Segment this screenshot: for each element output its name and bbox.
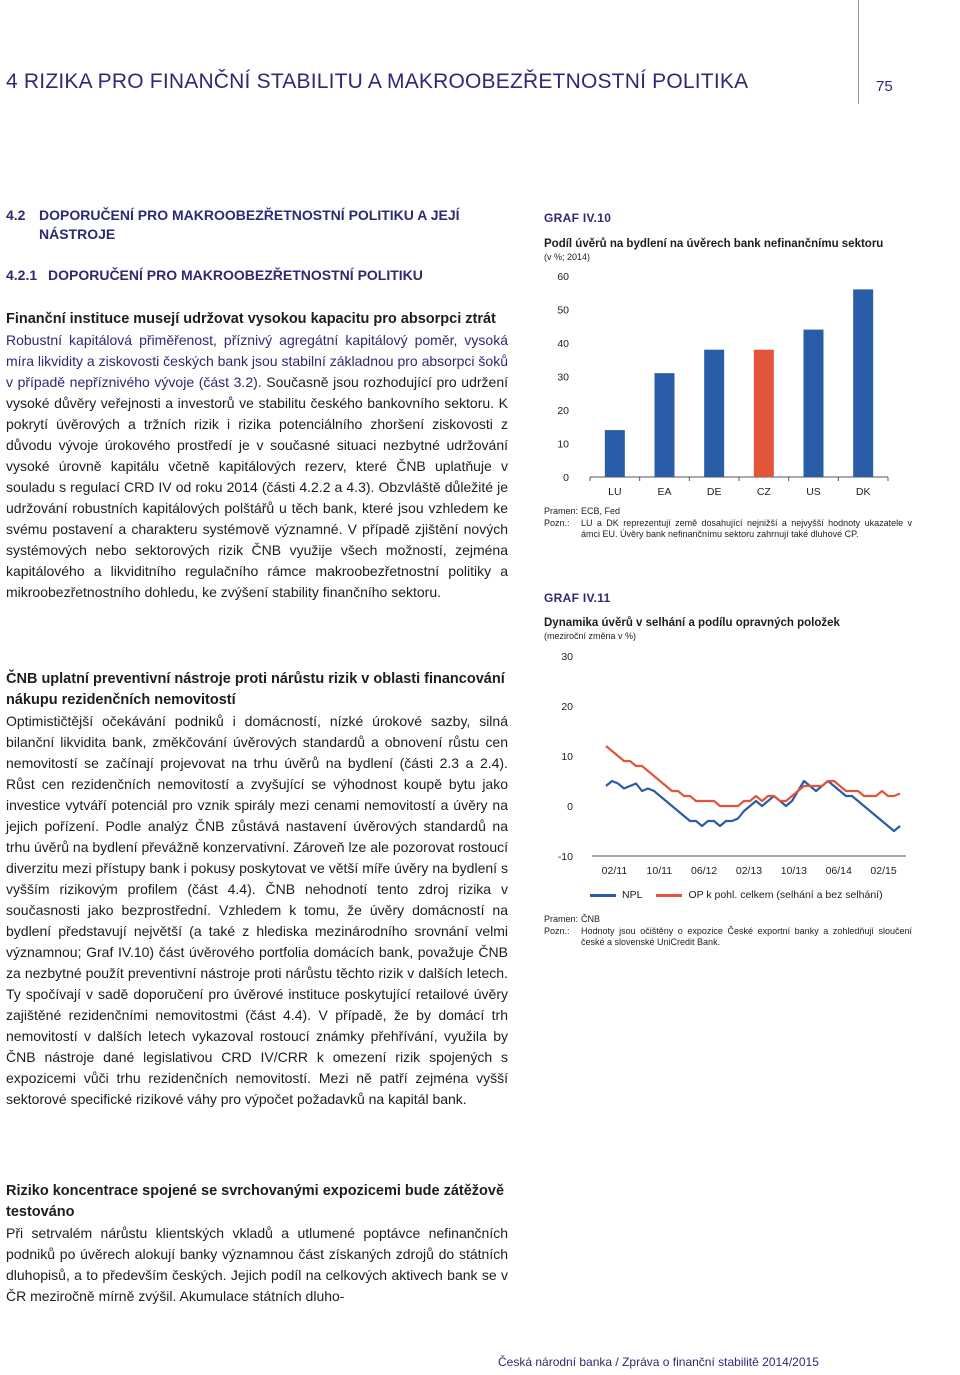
section-title: DOPORUČENÍ PRO MAKROOBEZŘETNOSTNÍ POLITIKU A JEJÍ — [39, 207, 460, 223]
y-tick-label: 20 — [561, 701, 573, 713]
x-tick-label: 02/15 — [870, 865, 897, 877]
note-key: Pozn.: — [544, 517, 570, 528]
note-key: Pozn.: — [544, 925, 570, 936]
y-tick-label: 0 — [567, 801, 573, 813]
source-key: Pramen: — [544, 914, 579, 924]
x-tick-label: 10/13 — [780, 865, 807, 877]
x-tick-label: 02/13 — [735, 865, 763, 877]
x-tick-label: DE — [706, 486, 722, 498]
x-tick-label: 06/14 — [825, 865, 852, 877]
x-tick-label: EA — [657, 486, 672, 498]
legend-label: OP k pohl. celkem (selhání a bez selhání) — [688, 889, 883, 901]
page-number: 75 — [876, 78, 893, 95]
y-tick-label: 40 — [557, 338, 569, 350]
chart-subtitle: (v %; 2014) — [544, 252, 591, 262]
chart-title: Podíl úvěrů na bydlení na úvěrech bank nefinančnímu sektoru — [544, 238, 884, 250]
chart-legend — [590, 889, 897, 901]
y-tick-label: 60 — [557, 271, 569, 283]
x-tick-label: LU — [608, 486, 622, 498]
legend-item-op — [656, 889, 882, 901]
section-number: 4.2.1 — [6, 267, 38, 283]
x-tick-label: US — [806, 486, 821, 498]
y-tick-label: 10 — [557, 438, 569, 451]
section-number: 4.2 — [6, 207, 26, 223]
legend-item-npl — [590, 889, 642, 901]
chapter-title: 4 RIZIKA PRO FINANČNÍ STABILITU A MAKROOBEZŘETNOSTNÍ POLITIKA — [6, 70, 749, 93]
source-key: Pramen: — [544, 506, 579, 516]
legend-swatch — [590, 894, 616, 897]
y-tick-label: 10 — [561, 751, 573, 763]
y-tick-label: 20 — [557, 405, 569, 417]
subheading: ČNB uplatní preventivní nástroje proti nárůstu rizik v oblasti financování nákupu rezidenčních nemovitostí — [6, 671, 505, 708]
series-line-op — [606, 746, 900, 806]
legend-label: NPL — [622, 889, 643, 901]
section-title: DOPORUČENÍ PRO MAKROOBEZŘETNOSTNÍ POLITIKU — [48, 267, 423, 283]
paragraph-rest: Současně jsou rozhodující pro udržení vysoké důvěry veřejnosti a investorů ve stabilitu českého bankovního sektoru. K pokrytí úvěrových a tržních rizik i rizika potenciálního zhoršení ziskovosti z důvodu vývoje úrokového prostředí je v současné situaci nezbytné udržování vysoké úrovně kapitálu včetně kapitálových rezerv, které ČNB uplatňuje v souladu s regulací CRD IV od roku 2014 (části 4.2.2 a 4.3). Obzvláště důležité je udržování robustních kapitálových polštářů u těch bank, které jsou vzhledem ke svému postavení a charakteru systémově významné. V případě zjištění nových systémových nebo sektorových rizik ČNB využije všech možností, zejména kapitálového a likviditního regulačního rámce makroobezřetnostní politiky a mikroobezřetnostního dohledu, ke zvýšení stability finančního sektoru. — [6, 374, 508, 600]
x-tick-label: CZ — [756, 486, 771, 498]
chart-label: GRAF IV.10 — [544, 211, 612, 225]
chart-title: Dynamika úvěrů v selhání a podílu opravných položek — [544, 617, 840, 629]
y-tick-label: 50 — [557, 304, 569, 317]
chart-notes — [544, 914, 912, 949]
paragraph: Při setrvalém nárůstu klientských vkladů a utlumené poptávce nefinančních podniků po úvěrech alokují banky významnou část získaných zdrojů do státních dluhopisů, a to především českých. Jejich podíl na celkových aktivech bank se v ČR meziročně mírně zvýšil. Akumulace státních dluho- — [6, 1225, 508, 1304]
note-value: Hodnoty jsou očištěny o expozice České exportní banky a zohledňují sloučení české a slovenské UniCredit Bank. — [581, 925, 912, 947]
subheading: Finanční instituce musejí udržovat vysokou kapacitu pro absorpci ztrát — [6, 311, 496, 327]
y-tick-label: 30 — [557, 371, 569, 384]
x-tick-label: DK — [855, 486, 871, 498]
x-tick-label: 10/11 — [646, 865, 673, 877]
source-value: ČNB — [581, 914, 601, 924]
chart-subtitle: (meziroční změna v %) — [544, 631, 637, 641]
paragraph-linked: Robustní kapitálová přiměřenost, příznivý agregátní kapitálový poměr, vysoká míra likvidity a ziskovosti českých bank jsou stabilní základnou pro absorpci šoků v případě nepříznivého vývoje (část 3.2). — [6, 332, 508, 390]
chart-label: GRAF IV.11 — [544, 591, 611, 605]
page-footer: Česká národní banka / Zpráva o finanční stabilitě 2014/2015 — [498, 1355, 819, 1369]
subheading: Riziko koncentrace spojené se svrchovanými expozicemi bude zátěžově testováno — [6, 1183, 505, 1220]
note-value: LU a DK reprezentují země dosahující nejnižší a nejvyšší hodnoty ukazatele v ámci EU. Úvěry bank nefinančnímu sektoru zahrnují také dluhové CP. — [581, 517, 912, 539]
paragraph: Optimističtější očekávání podniků i domácností, nízké úrokové sazby, silná bilanční likvidita bank, změkčování úvěrových standardů a obnovení růstu cen nemovitostí se začínají projevovat na trhu úvěrů na bydlení (části 2.3 a 2.4). Růst cen rezidenčních nemovitostí a zvyšující se výhodnost koupě bytu jako investice vytváří potenciál pro vznik spirály mezi cenami nemovitostí a úvěry na jejich pořízení. Podle analýz ČNB zůstává nastavení úvěrových standardů na trhu úvěrů na bydlení převážně konzervativní. Zároveň lze ale pozorovat rostoucí diverzitu mezi přístupy bank i pokusy poskytovat ve větší míře úvěry na bydlení s vyšším rizikovým profilem (část 4.4). ČNB nehodnotí tento zdroj rizika v současnosti jako bezprostřední. Vzhledem k tomu, že úvěry domácností na bydlení představují největší (a také z hlediska mezinárodního srovnání velmi významnou; Graf IV.10) část úvěrového portfolia domácích bank, považuje ČNB za nezbytné použít preventivní nástroje proti nárůstu těchto rizik v dalších letech. Ty spočívají v sadě doporučení pro úvěrové instituce poskytující retailové úvěry zajištěné rezidenčními nemovitostmi (část 4.4). V případě, že by domácí trh nemovitostí v dalších letech vykazoval rostoucí známky přehřívání, využila by ČNB nástroje dané legislativou CRD IV/CRR k omezení rizik spojených s expozicemi vůči trhu rezidenčních nemovitostí. Mezi ně patří zejména vyšší sektorové specifické rizikové váhy pro výpočet požadavků na kapitál bank. — [6, 713, 508, 1107]
y-tick-label: 0 — [563, 472, 569, 484]
y-tick-label: 30 — [561, 651, 573, 663]
y-tick-label: -10 — [557, 851, 573, 863]
x-tick-label: 06/12 — [691, 865, 718, 877]
section-title-cont: NÁSTROJE — [39, 226, 116, 242]
series-line-npl — [606, 781, 900, 831]
source-value: ECB, Fed — [581, 506, 621, 516]
x-tick-label: 02/11 — [601, 865, 628, 877]
legend-swatch — [656, 894, 682, 897]
